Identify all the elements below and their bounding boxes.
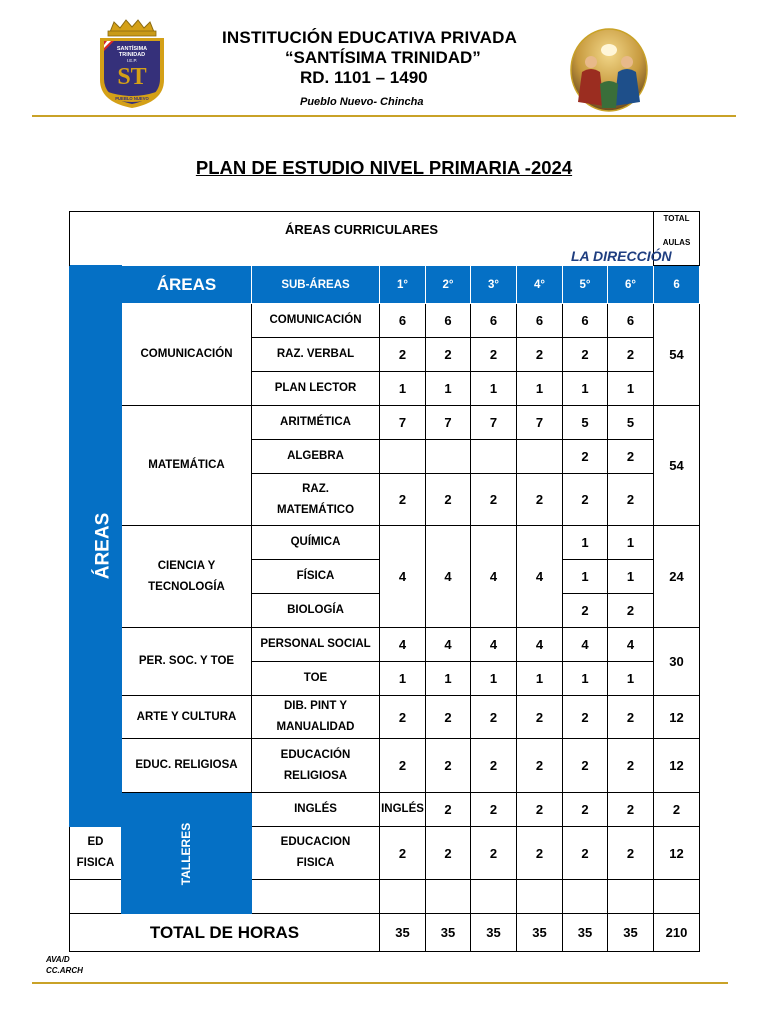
hours-cell: 2 [471,739,517,793]
crest-monogram: ST [117,64,147,90]
hours-cell: 2 [654,793,700,827]
grand-total: 210 [654,914,700,952]
empty-cell [608,880,654,914]
hours-cell: 2 [471,793,517,827]
subarea-cell: QUÍMICA [252,526,380,560]
table-row [70,526,700,560]
total-cell: 35 [517,914,563,952]
hours-cell: 4 [426,526,471,628]
hours-cell [471,440,517,474]
hours-cell: 1 [380,372,426,406]
subarea-cell [252,827,380,880]
table-title: ÁREAS CURRICULARES [284,222,439,237]
hours-cell: 1 [426,372,471,406]
area-total: 54 [654,304,700,406]
hours-cell: 4 [608,628,654,662]
aulas-count: 6 [654,266,700,304]
hours-cell: 2 [426,696,471,739]
hours-cell: 2 [517,474,563,526]
hours-cell: 2 [471,338,517,372]
hours-cell: 1 [380,662,426,696]
empty-cell [517,880,563,914]
footer-archive: CC.ARCH [46,966,83,975]
total-cell: 35 [380,914,426,952]
hours-cell: 2 [608,739,654,793]
subarea-cell: FÍSICA [252,560,380,594]
empty-cell [70,880,122,914]
hours-cell: 2 [563,827,608,880]
curriculum-table [69,211,700,952]
subarea-cell: BIOLOGÍA [252,594,380,628]
hours-cell: 7 [426,406,471,440]
hours-cell: 4 [517,526,563,628]
hours-cell: 4 [380,628,426,662]
crest-text-2: TRINIDAD [118,52,146,58]
table-row [70,739,700,793]
area-personal-social: PER. SOC. Y TOE [122,628,252,696]
hours-cell: 1 [563,560,608,594]
hours-cell: 2 [426,338,471,372]
hours-cell: 5 [608,406,654,440]
subareas-column-header: SUB-ÁREAS [252,266,380,304]
areas-side-band [70,266,122,827]
hours-cell: 2 [563,793,608,827]
hours-cell: 7 [471,406,517,440]
talleres-side-label: TALLERES [179,822,194,885]
subarea-line-1: EDUCACION [280,836,351,848]
hours-cell: 1 [471,662,517,696]
total-cell: 35 [471,914,517,952]
areas-column-header: ÁREAS [122,266,252,304]
hours-cell: 1 [563,662,608,696]
hours-cell: 1 [426,662,471,696]
hours-cell: 6 [608,304,654,338]
subarea-line-1: RAZ. [302,482,329,495]
grade-3-header: 3° [471,266,517,304]
hours-cell: 2 [471,474,517,526]
hours-cell: 2 [426,793,471,827]
grade-2-header: 2° [426,266,471,304]
hours-cell: 1 [517,372,563,406]
area-total: 12 [654,739,700,793]
crest-text-1: SANTÍSIMA [116,46,148,52]
hours-cell: 2 [563,338,608,372]
subarea-cell [252,739,380,793]
areas-side-label: ÁREAS [92,512,114,580]
subarea-line-1: DIB. PINT Y [283,700,348,712]
table-row [70,628,700,662]
grade-6-header: 6° [608,266,654,304]
hours-cell: 2 [517,696,563,739]
subarea-cell [252,474,380,526]
table-row [70,304,700,338]
hours-cell: 2 [380,696,426,739]
hours-cell: 2 [426,827,471,880]
area-ciencia-tecnologia [122,526,252,628]
area-line-2: TECNOLOGÍA [148,580,225,593]
total-label: TOTAL [663,214,690,223]
hours-cell: 1 [608,372,654,406]
hours-cell: 2 [608,474,654,526]
institution-subname: “SANTÍSIMA TRINIDAD” [285,48,481,67]
location-text: Pueblo Nuevo- Chincha [300,96,424,108]
subarea-cell: ALGEBRA [252,440,380,474]
taller-ingles: INGLÉS [252,793,380,827]
table-title-cell [70,212,654,266]
subarea-cell: TOE [252,662,380,696]
empty-cell [252,880,380,914]
grade-1-header: 1° [380,266,426,304]
area-line-1: CIENCIA Y [157,559,216,572]
crest-ribbon-text: PUEBLO NUEVO [115,96,149,101]
hours-cell: 6 [471,304,517,338]
subarea-line-2: MANUALIDAD [276,721,355,733]
area-arte-cultura: ARTE Y CULTURA [122,696,252,739]
total-row [70,914,700,952]
hours-cell: 2 [380,338,426,372]
hours-cell: 2 [471,827,517,880]
hours-cell: 6 [563,304,608,338]
subarea-cell: PLAN LECTOR [252,372,380,406]
total-cell: 35 [426,914,471,952]
hours-cell: 1 [608,526,654,560]
hours-cell: 4 [426,628,471,662]
hours-cell: 4 [517,628,563,662]
empty-cell [426,880,471,914]
page-title: PLAN DE ESTUDIO NIVEL PRIMARIA -2024 [195,157,573,178]
subarea-line-1: EDUCACIÓN [280,748,351,761]
hours-cell: 1 [471,372,517,406]
grade-5-header: 5° [563,266,608,304]
hours-cell: 2 [517,793,563,827]
subarea-cell: RAZ. VERBAL [252,338,380,372]
talleres-side-band [122,793,252,914]
area-total: 24 [654,526,700,628]
hours-cell: 2 [563,440,608,474]
hours-cell: 2 [380,827,426,880]
aulas-label: AULAS [662,238,691,247]
hours-cell: 2 [471,696,517,739]
hours-cell: 2 [426,474,471,526]
subarea-cell [252,696,380,739]
header-divider [32,115,736,117]
area-matematica: MATEMÁTICA [122,406,252,526]
hours-cell: 6 [517,304,563,338]
subarea-cell: ARITMÉTICA [252,406,380,440]
hours-cell: 2 [563,739,608,793]
hours-cell: 2 [563,696,608,739]
hours-cell: 7 [380,406,426,440]
hours-cell: 1 [563,526,608,560]
hours-cell: 2 [426,739,471,793]
table-row [70,793,700,827]
footer-initials: AVA/D [46,955,70,964]
area-total: 12 [654,827,700,880]
hours-cell [517,440,563,474]
empty-cell [471,880,517,914]
subarea-line-2: RELIGIOSA [283,769,348,782]
hours-cell: 6 [426,304,471,338]
hours-cell: 2 [563,594,608,628]
trinity-painting-image [570,28,648,112]
institution-name: INSTITUCIÓN EDUCATIVA PRIVADA [222,28,518,47]
hours-cell: 2 [608,594,654,628]
hours-cell: 1 [608,560,654,594]
signature-text: LA DIRECCIÓN [571,248,672,264]
hours-cell: 1 [563,372,608,406]
subarea-line-2: MATEMÁTICO [276,503,355,516]
area-total: 12 [654,696,700,739]
subarea-cell: PERSONAL SOCIAL [252,628,380,662]
hours-cell: 2 [608,793,654,827]
hours-cell: 4 [563,628,608,662]
area-total: 54 [654,406,700,526]
table-row [70,696,700,739]
area-comunicacion: COMUNICACIÓN [122,304,252,406]
empty-cell [654,880,700,914]
hours-cell: 2 [608,440,654,474]
hours-cell: 2 [517,827,563,880]
hours-cell: 2 [608,827,654,880]
empty-cell [380,880,426,914]
hours-cell: 4 [471,628,517,662]
area-educ-religiosa: EDUC. RELIGIOSA [122,739,252,793]
empty-cell [563,880,608,914]
hours-cell: 7 [517,406,563,440]
subarea-cell: COMUNICACIÓN [252,304,380,338]
total-cell: 35 [608,914,654,952]
hours-cell: 2 [380,474,426,526]
table-row [70,406,700,440]
hours-cell: 1 [517,662,563,696]
total-cell: 35 [563,914,608,952]
hours-cell: 1 [608,662,654,696]
total-hours-label: TOTAL DE HORAS [70,914,380,952]
hours-cell: 6 [380,304,426,338]
crest-text-3: I.E.P. [126,58,138,63]
taller-ed-fisica: ED FISICA [70,827,122,880]
grade-4-header: 4° [517,266,563,304]
subarea-cell: INGLÉS [380,793,426,827]
hours-cell: 2 [380,739,426,793]
hours-cell: 4 [471,526,517,628]
footer-divider [32,982,728,984]
subarea-line-2: FISICA [296,857,335,869]
hours-cell: 2 [517,338,563,372]
school-crest-logo [92,18,172,110]
hours-cell: 5 [563,406,608,440]
resolution-number: RD. 1101 – 1490 [300,68,428,87]
hours-cell: 4 [380,526,426,628]
hours-cell: 2 [608,338,654,372]
hours-cell [426,440,471,474]
hours-cell: 2 [563,474,608,526]
hours-cell: 2 [517,739,563,793]
hours-cell [380,440,426,474]
area-total: 30 [654,628,700,696]
hours-cell: 2 [608,696,654,739]
